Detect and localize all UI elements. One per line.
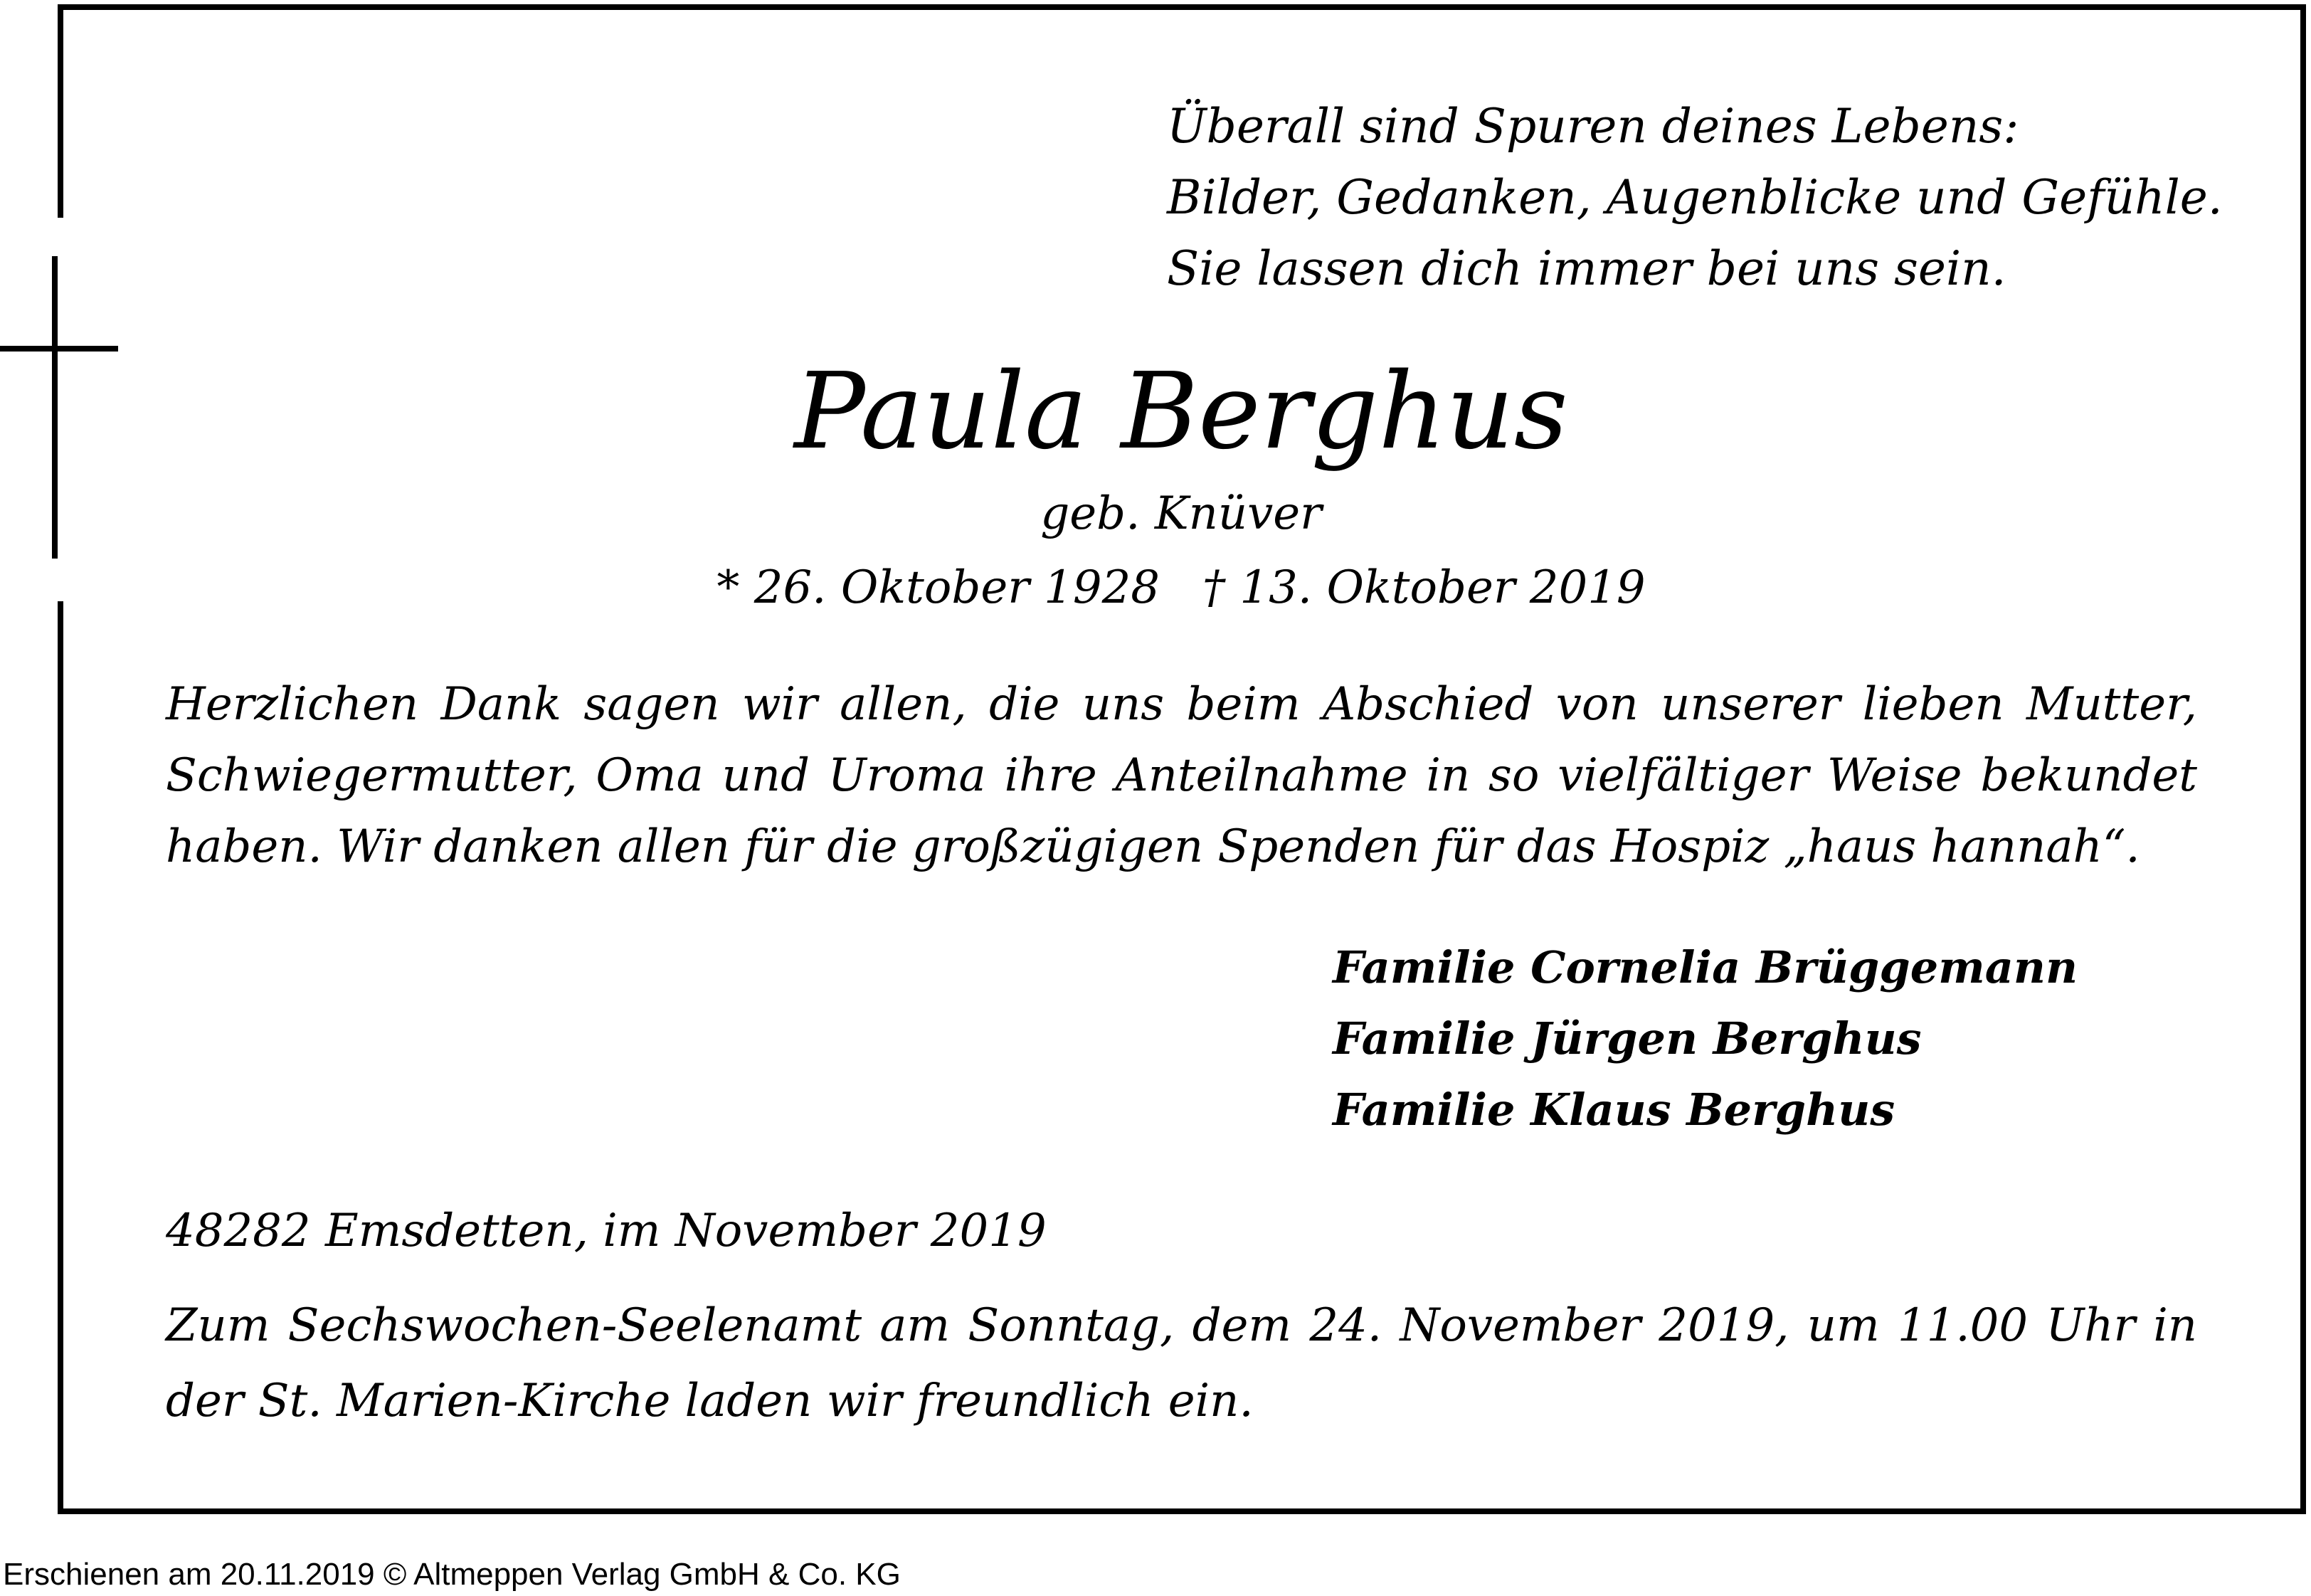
poem-line: Sie lassen dich immer bei uns sein. — [1167, 241, 2006, 296]
publication-footer: Erschienen am 20.11.2019 © Altmeppen Verlag GmbH & Co. KG — [3, 1557, 901, 1592]
frame-border-right — [2300, 4, 2306, 1514]
life-dates — [0, 559, 2311, 616]
frame-border-left-upper — [58, 4, 63, 218]
poem-line: Bilder, Gedanken, Augenblicke und Gefühle. — [1167, 170, 2223, 225]
family-name: Familie Jürgen Berghus — [1333, 1013, 1922, 1064]
frame-border-bottom — [58, 1508, 2306, 1514]
family-signatures — [1333, 932, 2078, 1146]
place-and-date: 48282 Emsdetten, im November 2019 — [166, 1205, 1047, 1257]
frame-border-top — [58, 4, 2306, 10]
birth-date: * 26. Oktober 1928 — [716, 561, 1160, 614]
frame-border-left-lower — [58, 601, 63, 1514]
family-name: Familie Cornelia Brüggemann — [1333, 941, 2078, 993]
memorial-poem — [1167, 91, 2223, 305]
invitation-paragraph: Zum Sechswochen-Seelenamt am Sonntag, dem 24. November 2019, um 11.00 Uhr in der St. Marien-Kirche laden wir freundlich ein. — [166, 1299, 2197, 1427]
family-name: Familie Klaus Berghus — [1333, 1084, 1895, 1136]
deceased-name: Paula Berghus — [794, 350, 1568, 472]
poem-line: Überall sind Spuren deines Lebens: — [1167, 99, 2019, 154]
maiden-name: geb. Knüver — [1040, 487, 1322, 540]
thanks-paragraph: Herzlichen Dank sagen wir allen, die uns beim Abschied von unserer lieben Mutter, Schwiegermutter, Oma und Uroma ihre Anteilnahme in so vielfältiger Weise bekundet haben. Wir danken allen für die großzügigen Spenden für das Hospiz „haus hannah“. — [166, 678, 2197, 873]
death-date: † 13. Oktober 2019 — [1202, 561, 1646, 614]
